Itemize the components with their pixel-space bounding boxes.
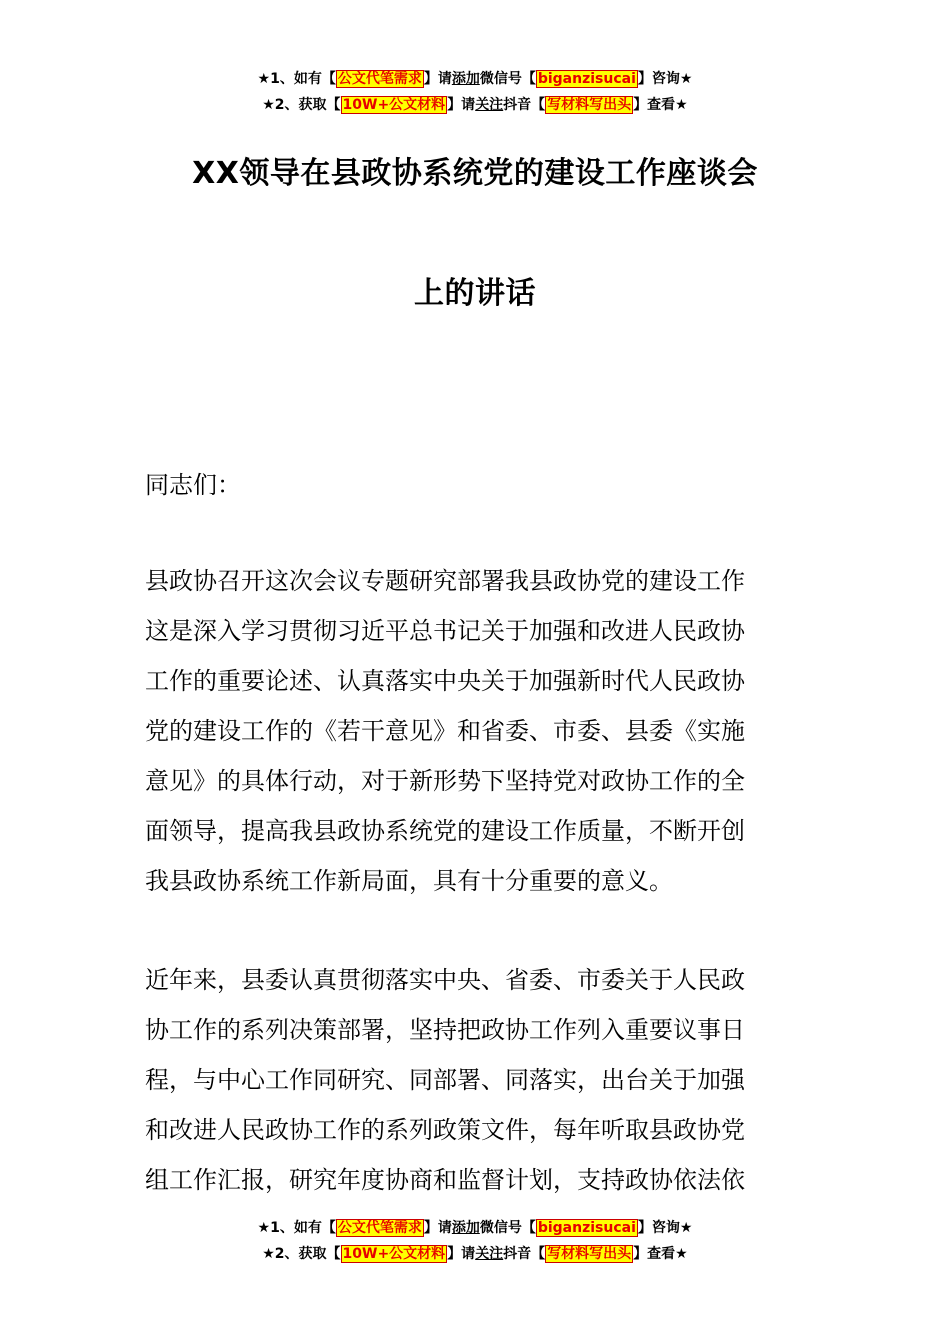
paragraph-1	[145, 556, 807, 906]
banner-line-2	[0, 1241, 950, 1267]
banner-underline: 关注	[475, 1246, 504, 1262]
banner-highlight: 公文代笔需求	[337, 1220, 422, 1236]
banner-highlight: 10W+公文材料	[342, 1246, 446, 1262]
banner-highlight: 10W+公文材料	[342, 97, 446, 113]
banner-line-1	[0, 1215, 950, 1241]
paragraph-line: 协工作的系列决策部署，坚持把政协工作列入重要议事日	[145, 1016, 745, 1044]
paragraph-line: 和改进人民政协工作的系列政策文件，每年听取县政协党	[145, 1116, 745, 1144]
banner-line-2	[0, 92, 950, 118]
paragraph-line: 程，与中心工作同研究、同部署、同落实，出台关于加强	[145, 1066, 745, 1094]
banner-text: 】请	[447, 97, 476, 113]
paragraph-line: 党的建设工作的《若干意见》和省委、市委、县委《实施	[145, 717, 745, 745]
paragraph-line: 近年来，县委认真贯彻落实中央、省委、市委关于人民政	[145, 966, 745, 994]
paragraph-line: 工作的重要论述、认真落实中央关于加强新时代人民政协	[145, 667, 745, 695]
banner-text: 微信号【	[479, 71, 536, 87]
document-title-line-1: XX领导在县政协系统党的建设工作座谈会	[192, 156, 758, 191]
paragraph-line: 意见》的具体行动，对于新形势下坚持党对政协工作的全	[145, 767, 745, 795]
banner-text: 】请	[423, 71, 452, 87]
banner-underline: 添加	[451, 71, 480, 87]
paragraph-line: 我县政协系统工作新局面，具有十分重要的意义。	[145, 867, 673, 895]
banner-text: ★2、获取【	[262, 97, 341, 113]
paragraph-line: 县政协召开这次会议专题研究部署我县政协党的建设工作	[145, 567, 745, 595]
banner-wechat-id: biganzisucai	[537, 71, 636, 87]
banner-line-1	[0, 66, 950, 92]
banner-text: 】请	[447, 1246, 476, 1262]
header-banner	[0, 66, 950, 118]
paragraph-line: 面领导，提高我县政协系统党的建设工作质量，不断开创	[145, 817, 745, 845]
paragraph-line: 组工作汇报，研究年度协商和监督计划，支持政协依法依	[145, 1166, 745, 1194]
banner-text: 】请	[423, 1220, 452, 1236]
banner-wechat-id: biganzisucai	[537, 1220, 636, 1236]
banner-douyin-id: 写材料写出头	[547, 97, 632, 113]
banner-text: 】查看★	[633, 1246, 688, 1262]
footer-banner	[0, 1215, 950, 1267]
banner-douyin-id: 写材料写出头	[547, 1246, 632, 1262]
banner-text: ★1、如有【	[257, 1220, 336, 1236]
paragraph-2	[145, 955, 807, 1205]
banner-underline: 关注	[475, 97, 504, 113]
banner-text: ★2、获取【	[262, 1246, 341, 1262]
banner-text: 抖音【	[503, 97, 546, 113]
banner-text: 】查看★	[633, 97, 688, 113]
banner-underline: 添加	[451, 1220, 480, 1236]
banner-text: 】咨询★	[637, 71, 693, 87]
banner-text: 微信号【	[479, 1220, 536, 1236]
document-title-line-2: 上的讲话	[414, 276, 536, 311]
salutation: 同志们：	[145, 471, 241, 499]
banner-text: 】咨询★	[637, 1220, 693, 1236]
paragraph-line: 这是深入学习贯彻习近平总书记关于加强和改进人民政协	[145, 617, 745, 645]
banner-highlight: 公文代笔需求	[337, 71, 422, 87]
banner-text: ★1、如有【	[257, 71, 336, 87]
banner-text: 抖音【	[503, 1246, 546, 1262]
